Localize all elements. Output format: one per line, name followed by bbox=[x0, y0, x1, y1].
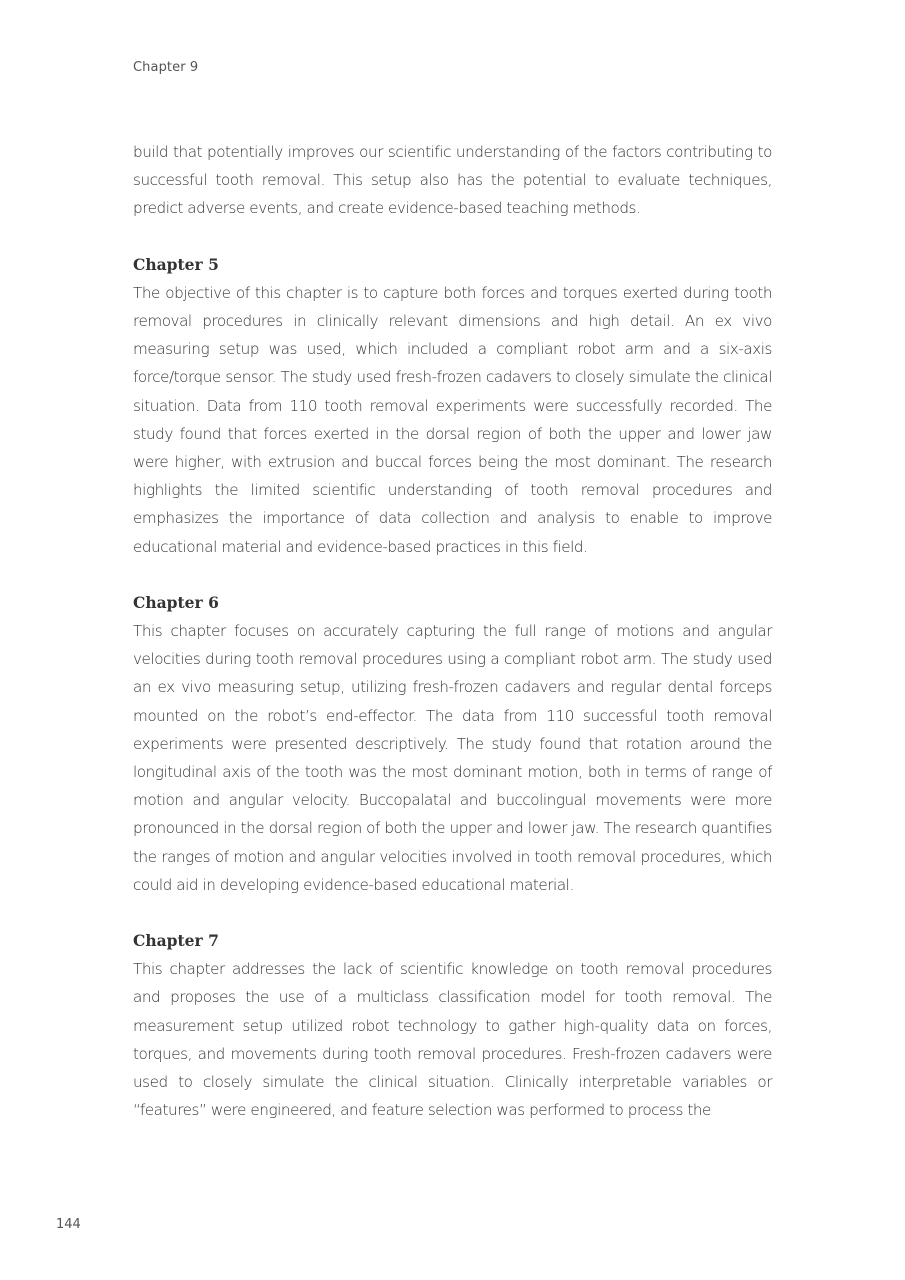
running-header: Chapter 9 bbox=[133, 60, 199, 75]
section-chapter-6 bbox=[133, 589, 772, 899]
section-heading: Chapter 5 bbox=[133, 254, 219, 274]
section-heading: Chapter 6 bbox=[133, 592, 219, 612]
section-body: This chapter addresses the lack of scientific knowledge on tooth removal procedures and proposes the use of a multiclass classification model for tooth removal. The measurement setup utilized robot technology to gather high-quality data on forces, torques, and movements during tooth removal procedures. Fresh-frozen cadavers were used to closely simulate the clinical situation. Clinically interpretable variables or “features” were engineered, and feature selection was performed to process the bbox=[133, 960, 772, 1120]
intro-paragraph: build that potentially improves our scientific understanding of the factors contributing to successful tooth removal. This setup also has the potential to evaluate techniques, predict adverse events, and create evidence-based teaching methods. bbox=[133, 143, 772, 218]
page-content bbox=[133, 138, 772, 1125]
section-chapter-7 bbox=[133, 927, 772, 1124]
section-heading: Chapter 7 bbox=[133, 931, 219, 951]
section-body: This chapter focuses on accurately capturing the full range of motions and angular velocities during tooth removal procedures using a compliant robot arm. The study used an ex vivo measuring setup, utilizing fresh-frozen cadavers and regular dental forceps mounted on the robot’s end-effector. The data from 110 successful tooth removal experiments were presented descriptively. The study found that rotation around the longitudinal axis of the tooth was the most dominant motion, both in terms of range of motion and angular velocity. Buccopalatal and buccolingual movements were more pronounced in the dorsal region of both the upper and lower jaw. The research quantifies the ranges of motion and angular velocities involved in tooth removal procedures, which could aid in developing evidence-based educational material. bbox=[133, 622, 772, 894]
page-number: 144 bbox=[56, 1217, 81, 1232]
section-body: The objective of this chapter is to capture both forces and torques exerted during tooth removal procedures in clinically relevant dimensions and high detail. An ex vivo measuring setup was used, which included a compliant robot arm and a six-axis force/torque sensor. The study used fresh-frozen cadavers to closely simulate the clinical situation. Data from 110 tooth removal experiments were successfully recorded. The study found that forces exerted in the dorsal region of both the upper and lower jaw were higher, with extrusion and buccal forces being the most dominant. The research highlights the limited scientific understanding of tooth removal procedures and emphasizes the importance of data collection and analysis to enable to improve educational material and evidence-based practices in this field. bbox=[133, 283, 772, 556]
section-chapter-5 bbox=[133, 251, 772, 561]
